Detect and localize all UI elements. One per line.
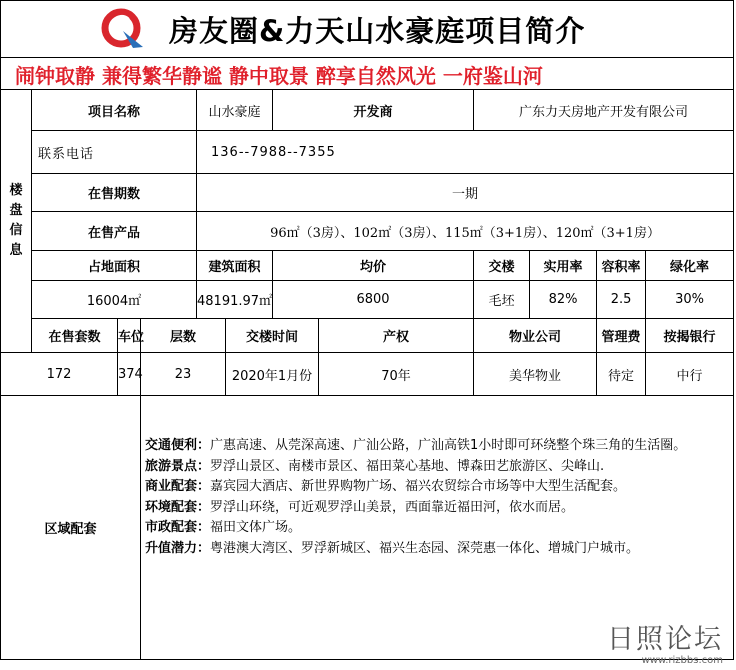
watermark-url: www.rizbbs.com: [641, 655, 723, 666]
land-area-header: 占地面积: [32, 251, 197, 281]
property-company-value: 美华物业: [474, 353, 597, 396]
parking-value: 374: [118, 353, 141, 396]
project-name-value: 山水豪庭: [197, 90, 273, 131]
management-fee-value: 待定: [597, 353, 646, 396]
region-item-key: 市政配套：: [145, 520, 211, 535]
building-area-header: 建筑面积: [197, 251, 273, 281]
region-item: [145, 539, 729, 560]
usable-rate-value: 82%: [530, 281, 597, 319]
developer-label: 开发商: [273, 90, 474, 131]
region-item: [145, 477, 729, 498]
slogan: 闹钟取静 兼得繁华静谧 静中取景 醉享自然风光 一府鉴山河: [15, 64, 543, 88]
building-info-text: 楼盘信息: [9, 183, 23, 258]
usable-rate-header: 实用率: [530, 251, 597, 281]
avg-price-value: 6800: [273, 281, 474, 319]
table-row: [1, 281, 734, 319]
region-item-text: 罗浮山环绕，可近观罗浮山美景，西面靠近福田河，依水而居。: [210, 499, 575, 515]
delivery-header: 交楼: [474, 251, 530, 281]
region-item-key: 旅游景点：: [145, 458, 211, 474]
region-item-key: 交通便利：: [145, 438, 211, 453]
products-label: 在售产品: [32, 212, 197, 251]
region-item-text: 福田文体广场。: [210, 520, 302, 535]
region-item-text: 粤港澳大湾区、罗浮新城区、福兴生态园、深莞惠一体化、增城门户城市。: [210, 540, 640, 556]
project-name-label: 项目名称: [32, 90, 197, 131]
management-fee-header: 管理费: [597, 319, 646, 353]
region-item: [145, 457, 729, 478]
table-row: [1, 174, 734, 212]
region-label: 区域配套: [1, 396, 141, 660]
table-row: [1, 251, 734, 281]
table-row: [1, 90, 734, 131]
greening-rate-header: 绿化率: [646, 251, 734, 281]
info-table: [0, 89, 734, 660]
region-item-key: 升值潜力：: [145, 540, 211, 556]
table-row: [1, 319, 734, 353]
phase-value: 一期: [197, 174, 734, 212]
floors-value: 23: [141, 353, 226, 396]
floors-header: 层数: [141, 319, 226, 353]
mortgage-bank-header: 按揭银行: [646, 319, 734, 353]
delivery-value: 毛坯: [474, 281, 530, 319]
phone-value: 136--7988--7355: [197, 131, 734, 174]
page-title: 房友圈&力天山水豪庭项目简介: [169, 14, 586, 48]
table-row: [1, 131, 734, 174]
delivery-time-header: 交楼时间: [226, 319, 319, 353]
units-on-sale-header: 在售套数: [32, 319, 118, 353]
region-item-key: 商业配套：: [145, 479, 211, 494]
region-item-key: 环境配套：: [145, 499, 211, 515]
units-on-sale-value: 172: [1, 353, 118, 396]
region-item-text: 嘉宾园大酒店、新世界购物广场、福兴农贸综合市场等中大型生活配套。: [210, 479, 627, 494]
plot-ratio-value: 2.5: [597, 281, 646, 319]
table-row: [1, 396, 734, 660]
table-row: [1, 212, 734, 251]
parking-header: 车位: [118, 319, 141, 353]
property-right-header: 产权: [319, 319, 474, 353]
region-content: [141, 396, 734, 660]
products-value: 96㎡（3房）、102㎡（3房）、115㎡（3+1房）、120㎡（3+1房）: [197, 212, 734, 251]
building-info-label: [1, 90, 32, 353]
greening-rate-value: 30%: [646, 281, 734, 319]
land-area-value: 16004㎡: [32, 281, 197, 319]
phone-label: 联系电话: [32, 131, 197, 174]
q-logo-icon: [99, 7, 147, 51]
mortgage-bank-value: 中行: [646, 353, 734, 396]
region-item: [145, 498, 729, 519]
building-area-value: 48191.97㎡: [197, 281, 273, 319]
region-item-text: 罗浮山景区、南楼市景区、福田菜心基地、博森田艺旅游区、尖峰山.: [210, 458, 605, 474]
watermark-title: 日照论坛: [607, 624, 723, 655]
watermark: [607, 625, 723, 667]
region-item: [145, 436, 729, 457]
region-item: [145, 518, 729, 539]
plot-ratio-header: 容积率: [597, 251, 646, 281]
region-item-text: 广惠高速、从莞深高速、广汕公路，广汕高铁1小时即可环绕整个珠三角的生活圈。: [210, 438, 687, 453]
table-row: [1, 353, 734, 396]
delivery-time-value: 2020年1月份: [226, 353, 319, 396]
slogan-row: [0, 58, 734, 90]
phase-label: 在售期数: [32, 174, 197, 212]
developer-value: 广东力天房地产开发有限公司: [474, 90, 734, 131]
property-right-value: 70年: [319, 353, 474, 396]
property-company-header: 物业公司: [474, 319, 597, 353]
title-row: [0, 0, 734, 58]
avg-price-header: 均价: [273, 251, 474, 281]
